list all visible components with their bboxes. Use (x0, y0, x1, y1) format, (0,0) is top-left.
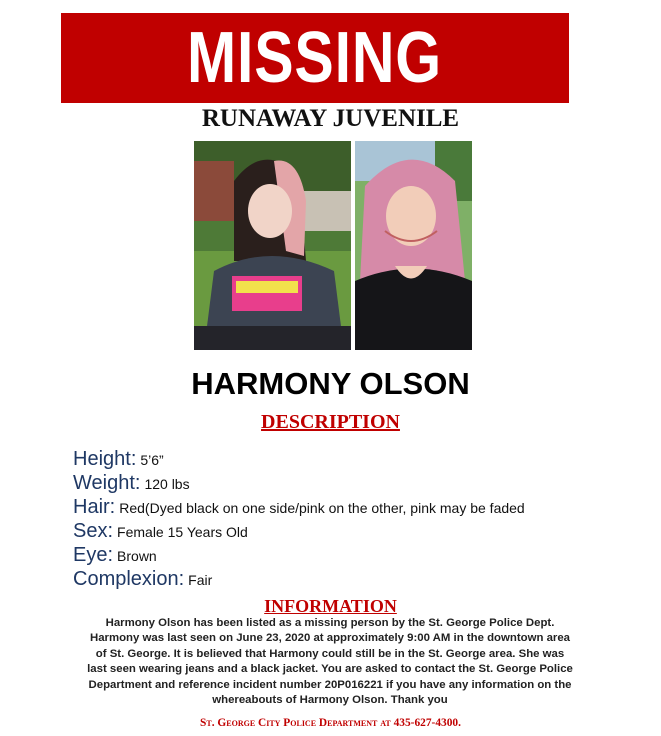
information-paragraph (80, 616, 580, 708)
detail-eye (73, 544, 525, 568)
detail-hair (73, 496, 525, 520)
information-line: of St. George. It is believed that Harmony could still be in the St. George area. She was (95, 647, 565, 660)
detail-value: Fair (188, 572, 213, 588)
detail-complexion (73, 568, 525, 592)
detail-label: Sex: (73, 520, 114, 542)
detail-value: Female 15 Years Old (117, 524, 248, 540)
information-line: Harmony Olson has been listed as a missing person by the St. George Police Dept. (105, 617, 555, 629)
detail-label: Height: (73, 448, 137, 470)
contact-line: St. George City Police Department at 435-627-4300. (200, 717, 461, 729)
detail-value: Red(Dyed black on one side/pink on the other, pink may be faded (119, 500, 525, 516)
portrait-photo-right-icon (355, 141, 472, 350)
information-line: Harmony was last seen on June 23, 2020 at approximately 9:00 AM in the downtown area (89, 632, 571, 645)
missing-banner (61, 13, 569, 103)
information-line: last seen wearing jeans and a black jacket. You are asked to contact the St. George Police (87, 663, 573, 676)
person-name: HARMONY OLSON (191, 366, 470, 401)
detail-label: Complexion: (73, 568, 185, 590)
information-heading: INFORMATION (264, 596, 397, 616)
detail-weight (73, 472, 525, 496)
detail-label: Weight: (73, 472, 141, 494)
description-list (73, 448, 525, 592)
detail-label: Hair: (73, 496, 116, 518)
portrait-photo-left-icon (194, 141, 351, 350)
banner-title: MISSING (187, 18, 443, 98)
subtitle: RUNAWAY JUVENILE (201, 105, 460, 132)
detail-height (73, 448, 525, 472)
detail-label: Eye: (73, 544, 114, 566)
description-heading: DESCRIPTION (261, 411, 400, 433)
photo-left (194, 141, 351, 350)
information-line: Department and reference incident number 20P016221 if you have any information on the (88, 678, 572, 691)
detail-value: Brown (117, 548, 157, 564)
detail-value: 5’6” (140, 452, 164, 468)
information-line: whereabouts of Harmony Olson. Thank you (212, 694, 448, 707)
detail-sex (73, 520, 525, 544)
photo-right (355, 141, 472, 350)
detail-value: 120 lbs (144, 476, 190, 492)
